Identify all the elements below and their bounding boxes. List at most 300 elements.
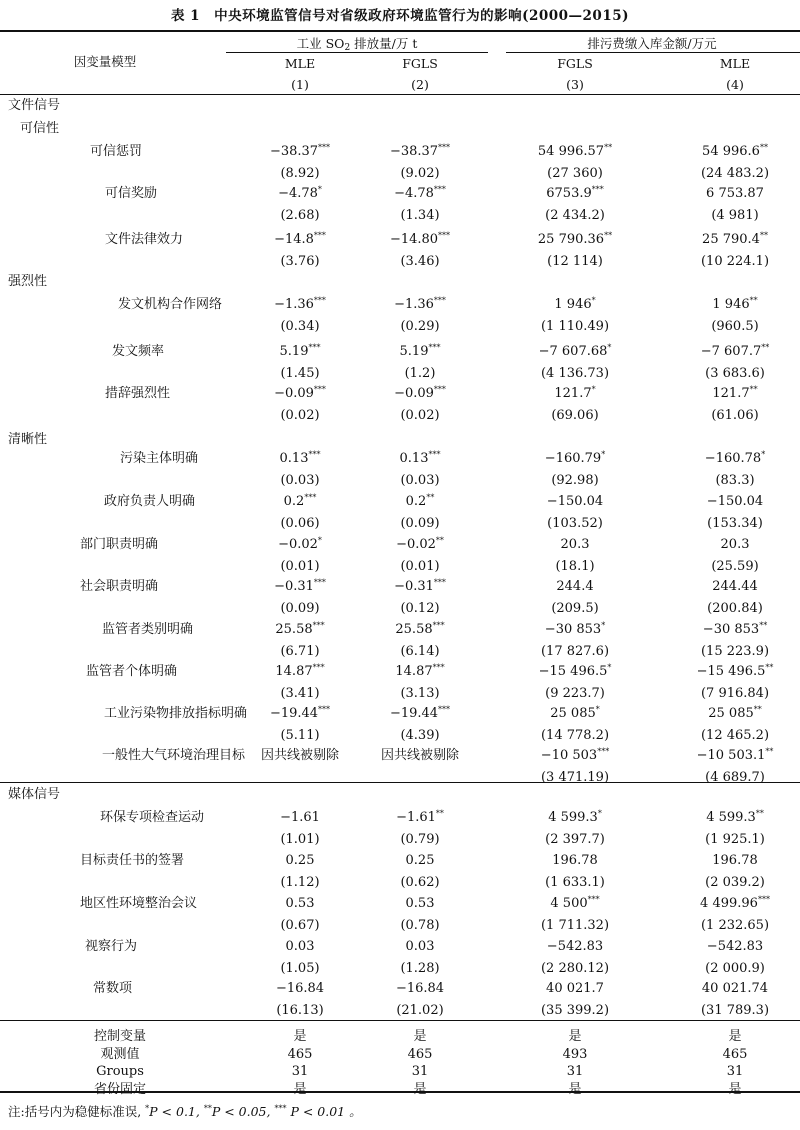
significance-stars: ** bbox=[435, 536, 444, 545]
coef-value: 因共线被剔除 bbox=[260, 748, 340, 763]
se-cell: (3.46) bbox=[400, 254, 440, 269]
se-cell: (69.06) bbox=[551, 408, 599, 423]
coef-value: −160.78 bbox=[704, 451, 762, 466]
significance-stars: *** bbox=[433, 578, 446, 587]
significance-stars: *** bbox=[318, 705, 331, 714]
coef-value: 20.3 bbox=[720, 537, 750, 552]
se-cell: (0.79) bbox=[400, 832, 440, 847]
coef-cell bbox=[274, 386, 326, 402]
se-cell: (1 232.65) bbox=[700, 918, 770, 933]
method-label: MLE bbox=[284, 56, 316, 71]
coef-cell bbox=[406, 494, 435, 510]
se-cell: (4 689.7) bbox=[705, 770, 765, 785]
row-label: 监管者类别明确 bbox=[102, 622, 194, 637]
coef-value: 6753.9 bbox=[546, 186, 592, 201]
coef-value: −30 853 bbox=[544, 622, 602, 637]
coef-value: 40 021.74 bbox=[701, 981, 769, 996]
coef-cell bbox=[286, 853, 315, 869]
se-cell: (21.02) bbox=[396, 1003, 444, 1018]
se-cell: (0.02) bbox=[280, 408, 320, 423]
coef-value: 4 499.96 bbox=[700, 896, 758, 911]
se-cell: (0.12) bbox=[400, 601, 440, 616]
se-cell: (9.02) bbox=[400, 166, 440, 181]
se-cell: (31 789.3) bbox=[700, 1003, 770, 1018]
coef-value: 因共线被剔除 bbox=[380, 748, 460, 763]
se-cell: (10 224.1) bbox=[700, 254, 770, 269]
stats-cell: 是 bbox=[413, 1082, 427, 1097]
dependent-variable-label: 因变量模型 bbox=[73, 54, 137, 69]
coef-value: 54 996.6 bbox=[702, 144, 760, 159]
se-cell: (83.3) bbox=[715, 473, 755, 488]
coef-value: −19.44 bbox=[389, 706, 439, 721]
coef-cell bbox=[547, 494, 603, 510]
significance-stars: *** bbox=[433, 385, 446, 394]
coef-value: −10 503.1 bbox=[696, 748, 766, 763]
coef-value: 0.25 bbox=[285, 853, 315, 868]
coef-value: 0.13 bbox=[399, 451, 429, 466]
significance-stars: *** bbox=[432, 663, 445, 672]
se-cell: (0.78) bbox=[400, 918, 440, 933]
se-cell: (14 778.2) bbox=[540, 728, 610, 743]
coef-cell bbox=[702, 981, 768, 997]
se-cell: (12 114) bbox=[547, 254, 603, 269]
section-label: 媒体信号 bbox=[8, 787, 61, 802]
row-label: 发文机构合作网络 bbox=[118, 297, 223, 312]
row-label: 可信惩罚 bbox=[90, 144, 143, 159]
coef-cell bbox=[548, 810, 602, 826]
stats-label: 控制变量 bbox=[93, 1029, 147, 1044]
significance-stars: ** bbox=[761, 343, 770, 352]
se-cell: (200.84) bbox=[707, 601, 763, 616]
coef-cell bbox=[545, 451, 605, 467]
se-cell: (4 136.73) bbox=[540, 366, 610, 381]
coef-value: −0.31 bbox=[274, 579, 314, 594]
significance-stars: *** bbox=[313, 296, 326, 305]
row-label: 政府负责人明确 bbox=[104, 494, 196, 509]
table-title: 表 1 中央环境监管信号对省级政府环境监管行为的影响(2000—2015) bbox=[170, 8, 629, 24]
coef-cell bbox=[712, 579, 758, 595]
significance-stars: * bbox=[607, 663, 612, 672]
se-cell: (153.34) bbox=[707, 516, 763, 531]
coef-value: 54 996.57 bbox=[537, 144, 605, 159]
coef-cell bbox=[274, 232, 326, 248]
method-label: FGLS bbox=[557, 56, 593, 71]
coef-value: −16.84 bbox=[275, 981, 325, 996]
stats-cell: 465 bbox=[287, 1047, 313, 1062]
coef-value: −4.78 bbox=[278, 186, 318, 201]
row-label: 部门职责明确 bbox=[80, 537, 159, 552]
coef-value: −0.31 bbox=[394, 579, 434, 594]
significance-stars: *** bbox=[432, 621, 445, 630]
significance-stars: *** bbox=[433, 296, 446, 305]
significance-stars: * bbox=[601, 450, 606, 459]
row-label: 视察行为 bbox=[85, 939, 138, 954]
se-cell: (5.11) bbox=[280, 728, 320, 743]
significance-stars: *** bbox=[428, 450, 441, 459]
significance-stars: * bbox=[591, 296, 596, 305]
coef-value: −15 496.5 bbox=[696, 664, 766, 679]
significance-stars: *** bbox=[304, 493, 317, 502]
coef-cell bbox=[275, 622, 324, 638]
se-cell: (2.68) bbox=[280, 208, 320, 223]
coef-value: −1.36 bbox=[274, 297, 314, 312]
coef-cell bbox=[712, 853, 758, 869]
coef-value: 40 021.7 bbox=[546, 981, 604, 996]
se-cell: (35 399.2) bbox=[540, 1003, 610, 1018]
stats-cell: 是 bbox=[728, 1029, 742, 1044]
coef-value: 0.03 bbox=[405, 939, 435, 954]
coef-cell bbox=[546, 186, 604, 202]
coef-value: 25 790.36 bbox=[537, 232, 605, 247]
se-cell: (0.01) bbox=[400, 559, 440, 574]
se-cell: (2 039.2) bbox=[705, 875, 765, 890]
significance-stars: *** bbox=[312, 621, 325, 630]
coef-cell bbox=[390, 706, 450, 722]
se-cell: (1.34) bbox=[400, 208, 440, 223]
se-cell: (3.41) bbox=[280, 686, 320, 701]
coef-cell bbox=[406, 896, 435, 912]
group1-rule bbox=[226, 52, 488, 53]
se-cell: (1 633.1) bbox=[545, 875, 605, 890]
coef-value: 0.53 bbox=[405, 896, 435, 911]
coef-cell bbox=[261, 748, 339, 764]
coef-cell bbox=[286, 939, 315, 955]
coef-cell bbox=[721, 537, 750, 553]
significance-stars: *** bbox=[318, 143, 331, 152]
coef-value: −150.04 bbox=[546, 494, 604, 509]
coef-value: 20.3 bbox=[560, 537, 590, 552]
significance-stars: *** bbox=[308, 343, 321, 352]
se-cell: (3 683.6) bbox=[705, 366, 765, 381]
significance-stars: *** bbox=[313, 578, 326, 587]
significance-stars: * bbox=[317, 536, 322, 545]
se-cell: (9 223.7) bbox=[545, 686, 605, 701]
coef-cell bbox=[276, 981, 324, 997]
se-cell: (0.03) bbox=[400, 473, 440, 488]
se-cell: (1 711.32) bbox=[540, 918, 610, 933]
stats-cell: 465 bbox=[722, 1047, 748, 1062]
coef-cell bbox=[278, 537, 322, 553]
coef-value: 1 946 bbox=[554, 297, 592, 312]
coef-cell bbox=[381, 748, 459, 764]
coef-value: 121.7 bbox=[712, 386, 750, 401]
coef-cell bbox=[396, 537, 444, 553]
coef-value: 25 790.4 bbox=[702, 232, 760, 247]
significance-stars: *** bbox=[438, 143, 451, 152]
coef-value: −14.80 bbox=[389, 232, 439, 247]
coef-cell bbox=[554, 386, 595, 402]
significance-stars: ** bbox=[765, 663, 774, 672]
significance-stars: *** bbox=[438, 705, 451, 714]
se-cell: (6.71) bbox=[280, 644, 320, 659]
coef-value: 1 946 bbox=[712, 297, 750, 312]
row-label: 监管者个体明确 bbox=[86, 664, 178, 679]
coef-cell bbox=[394, 386, 446, 402]
stats-label: Groups bbox=[96, 1064, 144, 1079]
coef-cell bbox=[539, 664, 612, 680]
coef-cell bbox=[395, 622, 444, 638]
row-label: 一般性大气环境治理目标 bbox=[102, 748, 246, 763]
significance-stars: * bbox=[317, 185, 322, 194]
se-cell: (0.29) bbox=[400, 319, 440, 334]
coef-value: −0.09 bbox=[274, 386, 314, 401]
coef-cell bbox=[708, 706, 762, 722]
se-cell: (61.06) bbox=[711, 408, 759, 423]
coef-cell bbox=[274, 297, 326, 313]
se-cell: (17 827.6) bbox=[540, 644, 610, 659]
se-cell: (16.13) bbox=[276, 1003, 324, 1018]
coef-cell bbox=[541, 748, 609, 764]
significance-stars: *** bbox=[757, 895, 770, 904]
stats-rule bbox=[0, 1020, 800, 1021]
coef-cell bbox=[550, 706, 600, 722]
section-label: 清晰性 bbox=[8, 432, 48, 447]
coef-value: 5.19 bbox=[279, 344, 309, 359]
method-label: FGLS bbox=[402, 56, 438, 71]
stats-cell: 是 bbox=[293, 1082, 307, 1097]
significance-stars: *** bbox=[438, 231, 451, 240]
table-note: 注:括号内为稳健标准误, *P < 0.1, **P < 0.05, *** P < 0.01 。 bbox=[8, 1104, 362, 1119]
coef-cell bbox=[700, 896, 770, 912]
coef-cell bbox=[552, 853, 598, 869]
se-cell: (1.01) bbox=[280, 832, 320, 847]
top-rule bbox=[0, 30, 800, 32]
coef-cell bbox=[406, 853, 435, 869]
se-cell: (4.39) bbox=[400, 728, 440, 743]
se-cell: (15 223.9) bbox=[700, 644, 770, 659]
se-cell: (0.09) bbox=[400, 516, 440, 531]
se-cell: (1.28) bbox=[400, 961, 440, 976]
se-cell: (103.52) bbox=[547, 516, 603, 531]
model-number: (1) bbox=[291, 77, 309, 92]
model-number: (3) bbox=[566, 77, 584, 92]
coef-value: 244.4 bbox=[556, 579, 594, 594]
significance-stars: ** bbox=[435, 809, 444, 818]
significance-stars: ** bbox=[759, 143, 768, 152]
coef-cell bbox=[539, 344, 612, 360]
se-cell: (1.05) bbox=[280, 961, 320, 976]
significance-stars: ** bbox=[755, 809, 764, 818]
coef-value: 244.44 bbox=[712, 579, 758, 594]
coef-value: −19.44 bbox=[269, 706, 319, 721]
coef-value: −1.61 bbox=[396, 810, 436, 825]
coef-value: −0.09 bbox=[394, 386, 434, 401]
coef-value: 14.87 bbox=[395, 664, 433, 679]
stats-label: 省份固定 bbox=[93, 1082, 147, 1097]
coef-cell bbox=[270, 706, 330, 722]
model-number: (2) bbox=[411, 77, 429, 92]
coef-cell bbox=[280, 810, 320, 826]
significance-stars: *** bbox=[308, 450, 321, 459]
se-cell: (12 465.2) bbox=[700, 728, 770, 743]
coef-value: 6 753.87 bbox=[706, 186, 764, 201]
se-cell: (7 916.84) bbox=[700, 686, 770, 701]
coef-value: 25.58 bbox=[395, 622, 433, 637]
coef-value: −14.8 bbox=[274, 232, 314, 247]
coef-cell bbox=[274, 579, 326, 595]
significance-stars: ** bbox=[426, 493, 435, 502]
se-cell: (3 471.19) bbox=[540, 770, 610, 785]
significance-stars: *** bbox=[597, 747, 610, 756]
se-cell: (27 360) bbox=[547, 166, 603, 181]
stats-cell: 493 bbox=[562, 1047, 588, 1062]
se-cell: (3.76) bbox=[280, 254, 320, 269]
coef-cell bbox=[701, 344, 770, 360]
coef-value: −1.36 bbox=[394, 297, 434, 312]
se-cell: (18.1) bbox=[555, 559, 595, 574]
coef-cell bbox=[270, 144, 330, 160]
significance-stars: *** bbox=[433, 185, 446, 194]
coef-cell bbox=[707, 939, 763, 955]
stats-cell: 是 bbox=[293, 1029, 307, 1044]
coef-cell bbox=[396, 810, 444, 826]
coef-cell bbox=[275, 664, 324, 680]
significance-stars: *** bbox=[312, 663, 325, 672]
se-cell: (1 110.49) bbox=[540, 319, 610, 334]
coef-value: 4 500 bbox=[550, 896, 588, 911]
coef-value: −16.84 bbox=[395, 981, 445, 996]
group-header-fee: 排污费缴入库金额/万元 bbox=[587, 36, 717, 51]
coef-value: −150.04 bbox=[706, 494, 764, 509]
group2-rule bbox=[506, 52, 800, 53]
header-rule bbox=[0, 94, 800, 95]
row-label: 环保专项检查运动 bbox=[100, 810, 205, 825]
coef-cell bbox=[706, 810, 764, 826]
coef-value: 0.03 bbox=[285, 939, 315, 954]
coef-value: −7 607.68 bbox=[538, 344, 608, 359]
coef-value: −38.37 bbox=[269, 144, 319, 159]
coef-value: 0.53 bbox=[285, 896, 315, 911]
coef-value: 4 599.3 bbox=[706, 810, 756, 825]
significance-stars: * bbox=[601, 621, 606, 630]
coef-cell bbox=[406, 939, 435, 955]
coef-cell bbox=[545, 622, 605, 638]
coef-value: −30 853 bbox=[702, 622, 760, 637]
coef-cell bbox=[707, 494, 763, 510]
coef-value: −542.83 bbox=[706, 939, 764, 954]
se-cell: (0.01) bbox=[280, 559, 320, 574]
stats-cell: 31 bbox=[291, 1064, 309, 1079]
coef-cell bbox=[705, 451, 765, 467]
stats-cell: 465 bbox=[407, 1047, 433, 1062]
significance-stars: ** bbox=[604, 231, 613, 240]
coef-value: −160.79 bbox=[544, 451, 602, 466]
se-cell: (1.12) bbox=[280, 875, 320, 890]
significance-stars: * bbox=[607, 343, 612, 352]
row-label: 措辞强烈性 bbox=[105, 386, 171, 401]
coef-cell bbox=[556, 579, 593, 595]
media-rule bbox=[0, 782, 800, 783]
coef-cell bbox=[284, 494, 317, 510]
significance-stars: *** bbox=[313, 385, 326, 394]
se-cell: (0.62) bbox=[400, 875, 440, 890]
coef-cell bbox=[286, 896, 315, 912]
coef-cell bbox=[400, 344, 441, 360]
coef-value: 25.58 bbox=[275, 622, 313, 637]
coef-value: 14.87 bbox=[275, 664, 313, 679]
coef-cell bbox=[554, 297, 595, 313]
row-label: 常数项 bbox=[93, 981, 133, 996]
stats-cell: 是 bbox=[728, 1082, 742, 1097]
se-cell: (1 925.1) bbox=[705, 832, 765, 847]
coef-value: −7 607.7 bbox=[700, 344, 762, 359]
se-cell: (0.03) bbox=[280, 473, 320, 488]
se-cell: (960.5) bbox=[711, 319, 759, 334]
coef-cell bbox=[390, 144, 450, 160]
row-label: 目标责任书的签署 bbox=[80, 853, 185, 868]
coef-cell bbox=[280, 451, 321, 467]
coef-value: 25 085 bbox=[550, 706, 596, 721]
significance-stars: * bbox=[595, 705, 600, 714]
coef-value: 0.2 bbox=[283, 494, 305, 509]
se-cell: (24 483.2) bbox=[700, 166, 770, 181]
coef-value: −10 503 bbox=[540, 748, 598, 763]
coef-cell bbox=[390, 232, 450, 248]
significance-stars: *** bbox=[313, 231, 326, 240]
coef-value: −1.61 bbox=[280, 810, 320, 825]
stats-cell: 31 bbox=[726, 1064, 744, 1079]
coef-cell bbox=[702, 232, 768, 248]
coef-cell bbox=[394, 186, 446, 202]
coef-value: −38.37 bbox=[389, 144, 439, 159]
stats-label: 观测值 bbox=[100, 1047, 140, 1062]
coef-value: −4.78 bbox=[394, 186, 434, 201]
se-cell: (0.06) bbox=[280, 516, 320, 531]
coef-cell bbox=[394, 579, 446, 595]
coef-value: −15 496.5 bbox=[538, 664, 608, 679]
se-cell: (0.67) bbox=[280, 918, 320, 933]
significance-stars: ** bbox=[749, 296, 758, 305]
coef-cell bbox=[697, 748, 774, 764]
coef-cell bbox=[547, 939, 603, 955]
se-cell: (209.5) bbox=[551, 601, 599, 616]
coef-value: 196.78 bbox=[712, 853, 758, 868]
se-cell: (92.98) bbox=[551, 473, 599, 488]
coef-cell bbox=[280, 344, 321, 360]
row-label: 文件法律效力 bbox=[105, 232, 184, 247]
significance-stars: *** bbox=[591, 185, 604, 194]
coef-value: 0.25 bbox=[405, 853, 435, 868]
coef-cell bbox=[538, 144, 612, 160]
coef-cell bbox=[712, 297, 757, 313]
coef-value: 4 599.3 bbox=[548, 810, 598, 825]
se-cell: (0.09) bbox=[280, 601, 320, 616]
coef-value: 0.2 bbox=[405, 494, 427, 509]
significance-stars: * bbox=[591, 385, 596, 394]
se-cell: (0.02) bbox=[400, 408, 440, 423]
stats-cell: 是 bbox=[568, 1029, 582, 1044]
coef-value: 5.19 bbox=[399, 344, 429, 359]
coef-cell bbox=[561, 537, 590, 553]
coef-cell bbox=[706, 186, 764, 202]
row-label: 社会职责明确 bbox=[80, 579, 159, 594]
significance-stars: *** bbox=[428, 343, 441, 352]
coef-cell bbox=[538, 232, 612, 248]
significance-stars: *** bbox=[587, 895, 600, 904]
coef-cell bbox=[702, 144, 768, 160]
se-cell: (0.34) bbox=[280, 319, 320, 334]
significance-stars: ** bbox=[753, 705, 762, 714]
se-cell: (1.2) bbox=[404, 366, 436, 381]
coef-value: −542.83 bbox=[546, 939, 604, 954]
significance-stars: ** bbox=[749, 385, 758, 394]
group-header-so2: 工业 $SO_2$ 排放量/万 t bbox=[296, 36, 418, 53]
section-label: 可信性 bbox=[20, 121, 60, 136]
se-cell: (6.14) bbox=[400, 644, 440, 659]
se-cell: (2 434.2) bbox=[545, 208, 605, 223]
coef-cell bbox=[395, 664, 444, 680]
model-number: (4) bbox=[726, 77, 744, 92]
